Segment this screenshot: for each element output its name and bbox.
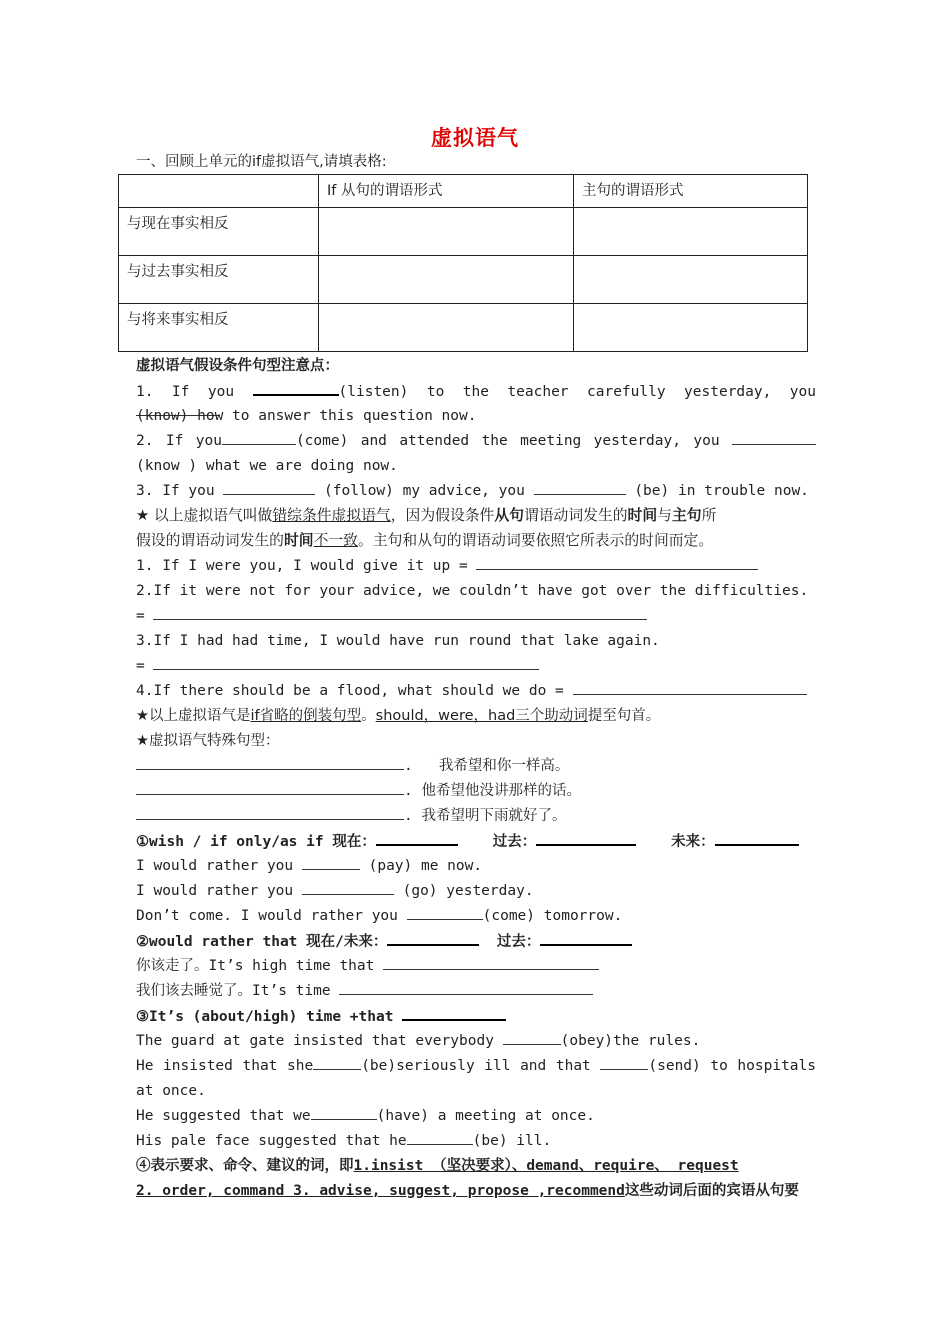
would-rather-1: I would rather you (pay) me now. (136, 858, 483, 874)
answer-blank[interactable] (573, 681, 807, 695)
rewrite-4: 4.If there should be a flood, what should we do = (136, 681, 816, 701)
rewrite-3: 3.If I had had time, I would have run round that lake again. (136, 633, 660, 649)
special-2: . 他希望他没讲那样的话。 (136, 781, 816, 801)
table-cell-blank[interactable] (574, 304, 808, 352)
answer-blank[interactable] (715, 831, 799, 846)
question-1b: (know) how to answer this question now. (136, 408, 477, 424)
answer-blank[interactable] (136, 756, 404, 770)
answer-blank[interactable] (136, 781, 404, 795)
notes-title: 虚拟语气假设条件句型注意点： (136, 358, 339, 374)
star-note-1-cont: 假设的谓语动词发生的时间不一致。主句和从句的谓语动词要依照它所表示的时间而定。 (136, 532, 714, 549)
table-cell-blank[interactable] (574, 208, 808, 256)
table-row (119, 208, 808, 256)
rewrite-3-answer: = (136, 656, 816, 676)
answer-blank[interactable] (402, 1006, 506, 1021)
section1-heading: 一、回顾上单元的if虚拟语气,请填表格: (136, 154, 387, 170)
table-row (119, 256, 808, 304)
table-row-label: 与现在事实相反 (119, 208, 319, 256)
pale-face-sentence: His pale face suggested that he (be) ill. (136, 1133, 552, 1149)
special-1: . 我希望和你一样高。 (136, 756, 816, 776)
high-time-2: 我们该去睡觉了。It’s time (136, 981, 816, 1001)
answer-blank[interactable] (387, 931, 479, 946)
answer-blank[interactable] (407, 906, 483, 920)
fill-table (118, 174, 808, 352)
answer-blank[interactable] (732, 431, 816, 445)
answer-blank[interactable] (223, 481, 315, 495)
answer-blank[interactable] (383, 956, 599, 970)
answer-blank[interactable] (302, 856, 360, 870)
table-cell-blank[interactable] (319, 304, 574, 352)
special-3: . 我希望明下雨就好了。 (136, 806, 816, 826)
question-3: 3. If you (follow) my advice, you (be) in trouble now. (136, 483, 809, 499)
table-header-row (119, 175, 808, 208)
table-header-cell: If 从句的谓语形式 (319, 175, 574, 208)
would-rather-2: I would rather you (go) yesterday. (136, 883, 534, 899)
rewrite-2-answer: = (136, 606, 816, 626)
guard-sentence: The guard at gate insisted that everybody (obey)the rules. (136, 1033, 701, 1049)
answer-blank[interactable] (313, 1056, 361, 1070)
answer-blank[interactable] (253, 381, 339, 396)
page-title: 虚拟语气 (431, 126, 519, 150)
answer-blank[interactable] (136, 806, 404, 820)
answer-blank[interactable] (153, 656, 539, 670)
answer-blank[interactable] (503, 1031, 561, 1045)
table-cell-blank[interactable] (574, 256, 808, 304)
table-cell-blank[interactable] (319, 208, 574, 256)
star-note-1: ★ 以上虚拟语气叫做错综条件虚拟语气，因为假设条件从句谓语动词发生的时间与主句所 (136, 507, 717, 524)
insisted-sentence: He insisted that she (be)seriously ill and that (send) to hospitals (136, 1058, 816, 1074)
high-time-1: 你该走了。It’s high time that (136, 956, 816, 976)
table-row-label: 与过去事实相反 (119, 256, 319, 304)
question-1a: 1. If you (listen) to the teacher carefully yesterday, you (136, 381, 816, 422)
question-2b: (know ) what we are doing now. (136, 458, 398, 474)
answer-blank[interactable] (534, 481, 626, 495)
table-header-cell: 主句的谓语形式 (574, 175, 808, 208)
question-2a: 2. If you (come) and attended the meeting yesterday, you (136, 431, 816, 451)
answer-blank[interactable] (376, 831, 458, 846)
answer-blank[interactable] (302, 881, 394, 895)
verbs-heading: ④表示要求、命令、建议的词，即1.insist （坚决要求）、demand、require、 request (136, 1158, 739, 1174)
table-header-cell (119, 175, 319, 208)
rewrite-1: 1. If I were you, I would give it up = (136, 556, 816, 576)
high-time-heading: ③It’s (about/high) time +that (136, 1006, 816, 1027)
answer-blank[interactable] (311, 1106, 377, 1120)
star-note-2: ★以上虚拟语气是if省略的倒装句型。should，were，had三个助动词提至句首。 (136, 708, 661, 724)
would-rather-3: Don’t come. I would rather you (come) tomorrow. (136, 908, 623, 924)
answer-blank[interactable] (153, 606, 647, 620)
answer-blank[interactable] (476, 556, 758, 570)
suggested-sentence: He suggested that we (have) a meeting at once. (136, 1108, 595, 1124)
insisted-sentence-cont: at once. (136, 1083, 206, 1099)
would-rather-heading: ②would rather that 现在/未来： 过去： (136, 931, 816, 952)
answer-blank[interactable] (600, 1056, 648, 1070)
answer-blank[interactable] (407, 1131, 473, 1145)
star-note-3: ★虚拟语气特殊句型： (136, 733, 280, 749)
table-row (119, 304, 808, 352)
answer-blank[interactable] (339, 981, 593, 995)
verbs-heading-cont: 2. order, command 3. advise, suggest, propose ,recommend这些动词后面的宾语从句要 (136, 1183, 799, 1199)
answer-blank[interactable] (222, 431, 296, 445)
table-row-label: 与将来事实相反 (119, 304, 319, 352)
table-cell-blank[interactable] (319, 256, 574, 304)
wish-heading: ①wish / if only/as if 现在： 过去： 未来： (136, 831, 816, 852)
rewrite-2: 2.If it were not for your advice, we couldn’t have got over the difficulties. (136, 583, 809, 599)
answer-blank[interactable] (536, 831, 636, 846)
answer-blank[interactable] (540, 931, 632, 946)
